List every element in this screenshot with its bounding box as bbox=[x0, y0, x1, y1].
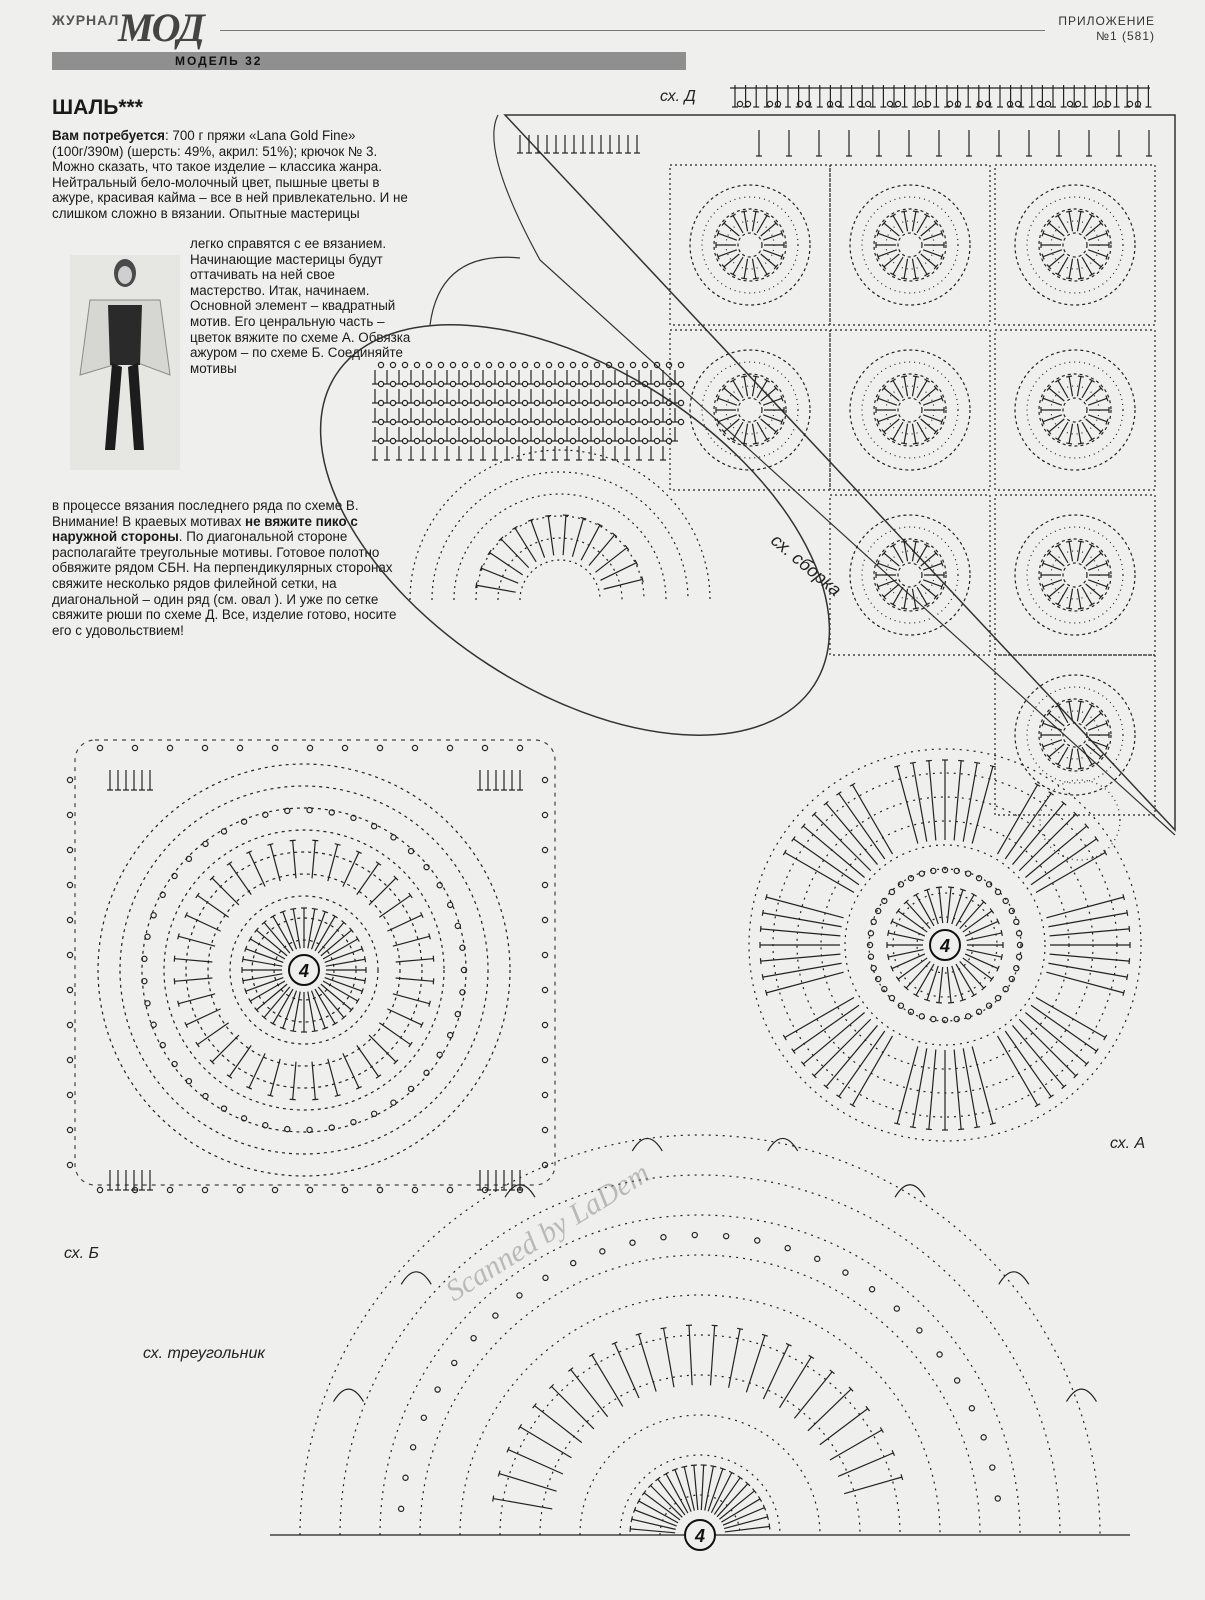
center-number-a: 4 bbox=[939, 936, 951, 956]
triangle-diagram bbox=[270, 1135, 1130, 1535]
materials-text: : 700 г пряжи «Lana Gold Fine» (100г/390м) (шерсть: 49%, акрил: 51%); крючок № 3. Можно сказать, что такое изделие – классика жанра. Нейтральный бело-молочный цвет, пышные цветы в ажуре, красивая кайма – все в ней привлекательно. И не слишком сложно в вязании. Опытные мастерицы bbox=[52, 128, 408, 221]
center-number-b: 4 bbox=[298, 961, 310, 981]
article-paragraph-2: легко справятся с ее вязанием. Начинающие мастерицы будут оттачивать на ней свое мастерство. Итак, начинаем. Основной элемент – квадратный мотив. Его ценральную часть – цветок вяжите по схеме А. Обвязка ажуром – по схеме Б. Соединяйте мотивы bbox=[190, 236, 411, 376]
center-marker-triangle bbox=[685, 1520, 715, 1550]
center-number-triangle: 4 bbox=[694, 1526, 706, 1546]
label-scheme-triangle: сх. треугольник bbox=[143, 1345, 265, 1362]
magazine-logo: МОД bbox=[118, 5, 203, 50]
label-scheme-a: сх. А bbox=[1110, 1135, 1146, 1152]
oval-detail bbox=[249, 241, 901, 820]
issue-number: №1 (581) bbox=[1096, 29, 1155, 43]
label-scheme-b: сх. Б bbox=[64, 1245, 99, 1262]
model-label: МОДЕЛЬ 32 bbox=[175, 54, 263, 68]
label-scheme-assembly: сх. сборка bbox=[767, 530, 846, 601]
center-marker-b bbox=[289, 955, 319, 985]
center-marker-a bbox=[930, 930, 960, 960]
article-title: ШАЛЬ*** bbox=[52, 96, 143, 119]
instructions-text-a: в процессе вязания последнего ряда по схеме В. Внимание! В краевых мотивах bbox=[52, 498, 359, 529]
instructions-text-b: . По диагональной стороне располагайте треугольные мотивы. Готовое полотно обвяжите рядом СБН. На перпендикулярных сторонах свяжите несколько рядов филейной сетки, на диагональной – один ряд (см. овал ). И уже по сетке свяжите рюши по схеме Д. Все, изделие готово, носите его с удовольствием! bbox=[52, 529, 397, 638]
magazine-logo-small: ЖУРНАЛ bbox=[52, 12, 120, 28]
label-scheme-d: сх. Д bbox=[660, 88, 696, 105]
supplement-title: ПРИЛОЖЕНИЕ bbox=[1058, 14, 1155, 28]
materials-heading: Вам потребуется bbox=[52, 128, 165, 143]
scanner-watermark: Scanned by LaDem bbox=[440, 1156, 656, 1308]
scheme-d-diagram bbox=[730, 85, 1152, 156]
warning-text: не вяжите пико с наружной стороны bbox=[52, 513, 358, 545]
assembly-diagram bbox=[494, 115, 1175, 860]
